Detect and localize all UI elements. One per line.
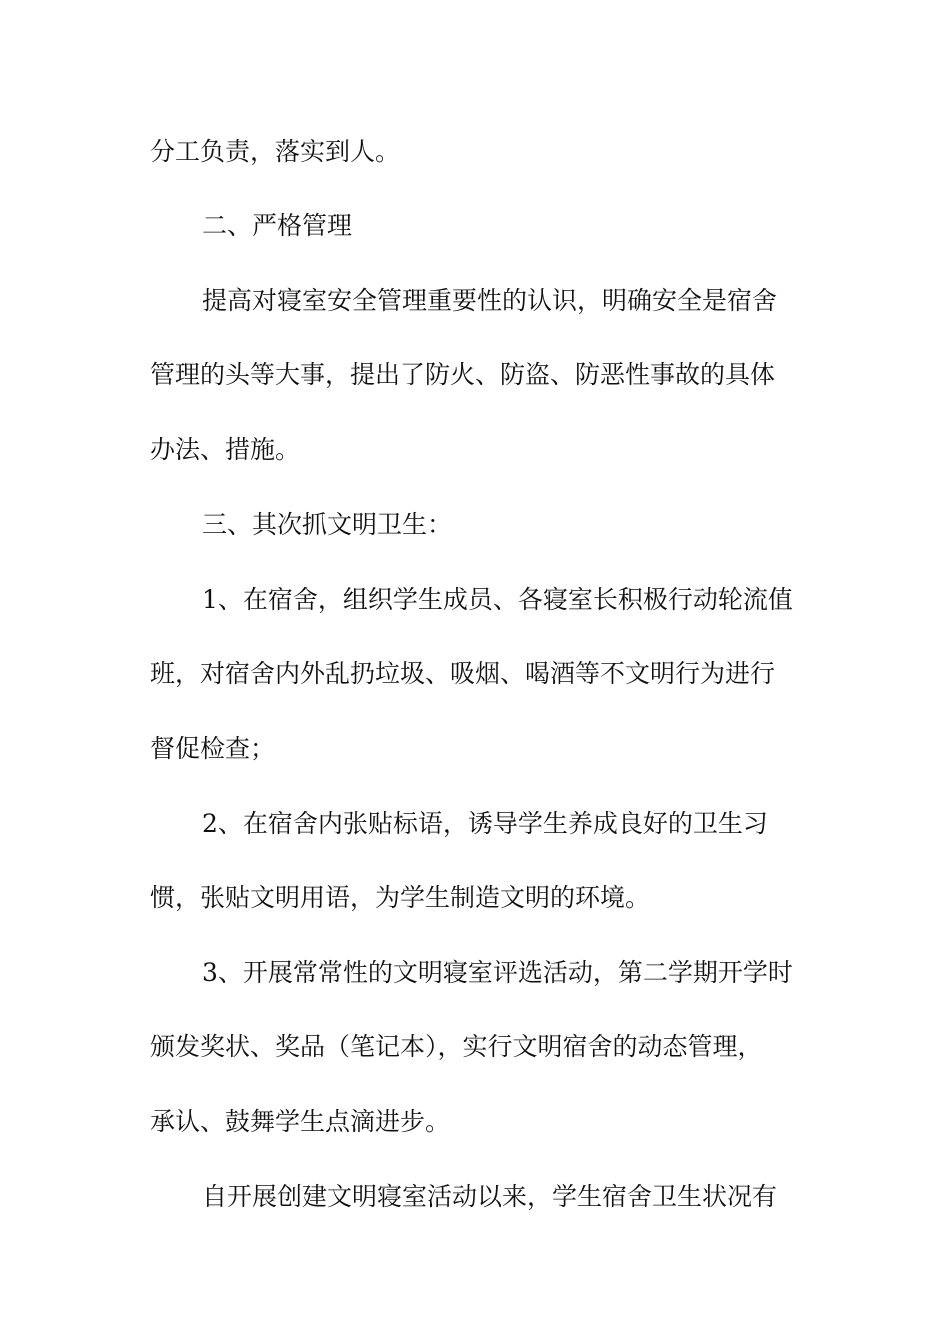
- section-heading-2: 二、严格管理: [202, 211, 353, 240]
- text-line-14: 承认、鼓舞学生点滴进步。: [150, 1107, 451, 1136]
- text-line-9: 督促检查；: [150, 734, 276, 763]
- text-line-13: 颁发奖状、奖品（笔记本），实行文明宿舍的动态管理，: [150, 1032, 763, 1061]
- text-line-8: 班，对宿舍内外乱扔垃圾、吸烟、喝酒等不文明行为进行: [150, 659, 776, 688]
- text-line-11: 惯，张贴文明用语，为学生制造文明的环境。: [150, 883, 651, 912]
- text-line-15: 自开展创建文明寝室活动以来，学生宿舍卫生状况有: [202, 1182, 778, 1211]
- section-heading-3: 三、其次抓文明卫生：: [202, 510, 453, 539]
- text-line-1: 分工负责，落实到人。: [150, 137, 401, 166]
- text-line-4: 管理的头等大事，提出了防火、防盗、防恶性事故的具体: [150, 360, 776, 389]
- text-line-7: 1、在宿舍，组织学生成员、各寝室长积极行动轮流值: [202, 585, 793, 614]
- text-line-10: 2、在宿舍内张贴标语，诱导学生养成良好的卫生习: [202, 809, 768, 838]
- text-line-3: 提高对寝室安全管理重要性的认识，明确安全是宿舍: [202, 286, 778, 315]
- text-line-5: 办法、措施。: [150, 435, 301, 464]
- text-line-12: 3、开展常常性的文明寝室评选活动，第二学期开学时: [202, 958, 793, 987]
